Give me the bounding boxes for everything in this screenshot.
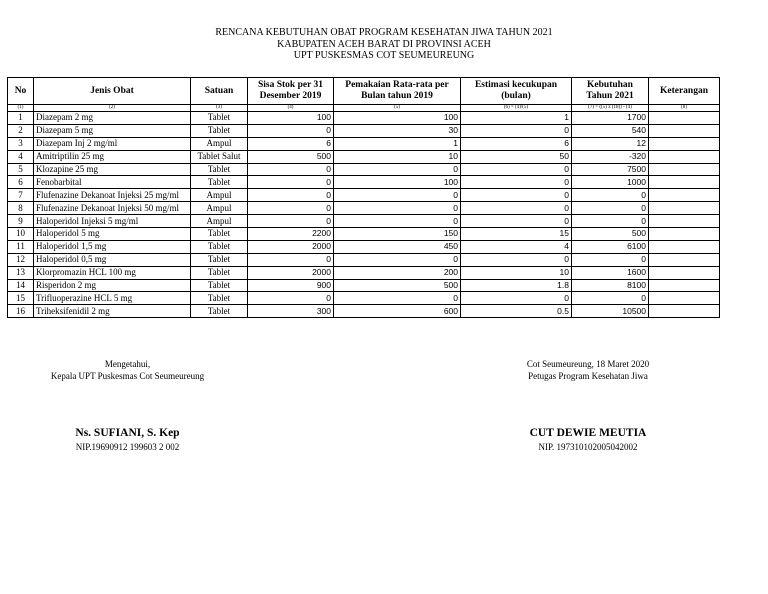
drug-name-cell: Fenobarbital xyxy=(34,176,191,189)
row-no-cell: 12 xyxy=(8,253,34,266)
row-no-cell: 16 xyxy=(8,305,34,318)
table-row xyxy=(8,279,720,292)
row-no-cell: 10 xyxy=(8,228,34,241)
stock-cell: 0 xyxy=(248,124,334,137)
header-drug-name: Jenis Obat xyxy=(34,78,191,105)
table-row xyxy=(8,202,720,215)
header-need: Kebutuhan Tahun 2021 xyxy=(572,78,649,105)
table-body xyxy=(8,112,720,318)
table-row xyxy=(8,253,720,266)
stock-cell: 0 xyxy=(248,253,334,266)
table-row xyxy=(8,266,720,279)
drug-requirements-table xyxy=(7,77,720,318)
note-cell xyxy=(649,137,720,150)
stock-cell: 900 xyxy=(248,279,334,292)
estimate-cell: 0 xyxy=(461,215,572,228)
estimate-cell: 50 xyxy=(461,150,572,163)
drug-name-cell: Haloperidol 5 mg xyxy=(34,228,191,241)
drug-name-cell: Diazepam 5 mg xyxy=(34,124,191,137)
row-no-cell: 14 xyxy=(8,279,34,292)
unit-cell: Ampul xyxy=(191,202,248,215)
usage-cell: 0 xyxy=(334,215,461,228)
header-unit: Satuan xyxy=(191,78,248,105)
need-cell: 1600 xyxy=(572,266,649,279)
estimate-cell: 4 xyxy=(461,240,572,253)
usage-cell: 1 xyxy=(334,137,461,150)
stock-cell: 0 xyxy=(248,202,334,215)
title-line-3: UPT PUSKESMAS COT SEUMEUREUNG xyxy=(293,50,475,61)
title-line-1: RENCANA KEBUTUHAN OBAT PROGRAM KESEHATAN JIWA TAHUN 2021 xyxy=(215,27,553,38)
signature-left-line2: Kepala UPT Puskesmas Cot Seumeureung xyxy=(50,371,205,381)
note-cell xyxy=(649,124,720,137)
unit-cell: Tablet xyxy=(191,240,248,253)
drug-name-cell: Diazepam 2 mg xyxy=(34,112,191,125)
usage-cell: 0 xyxy=(334,163,461,176)
code-cell: (2) xyxy=(34,105,191,112)
note-cell xyxy=(649,266,720,279)
estimate-cell: 15 xyxy=(461,228,572,241)
usage-cell: 450 xyxy=(334,240,461,253)
need-cell: 6100 xyxy=(572,240,649,253)
drug-name-cell: Haloperidol Injeksi 5 mg/ml xyxy=(34,215,191,228)
document-title xyxy=(0,27,768,62)
unit-cell: Tablet xyxy=(191,176,248,189)
header-stock: Sisa Stok per 31 Desember 2019 xyxy=(248,78,334,105)
note-cell xyxy=(649,305,720,318)
drug-name-cell: Haloperidol 0,5 mg xyxy=(34,253,191,266)
note-cell xyxy=(649,176,720,189)
row-no-cell: 2 xyxy=(8,124,34,137)
table-row xyxy=(8,228,720,241)
unit-cell: Tablet xyxy=(191,305,248,318)
drug-name-cell: Trifluoperazine HCL 5 mg xyxy=(34,292,191,305)
drug-name-cell: Flufenazine Dekanoat Injeksi 50 mg/ml xyxy=(34,202,191,215)
need-cell: 0 xyxy=(572,189,649,202)
estimate-cell: 0 xyxy=(461,202,572,215)
need-cell: 8100 xyxy=(572,279,649,292)
code-cell: (1) xyxy=(8,105,34,112)
unit-cell: Tablet xyxy=(191,292,248,305)
signature-right-line1: Cot Seumeureung, 18 Maret 2020 xyxy=(526,359,650,369)
table-row xyxy=(8,305,720,318)
unit-cell: Tablet xyxy=(191,228,248,241)
drug-name-cell: Amitriptilin 25 mg xyxy=(34,150,191,163)
note-cell xyxy=(649,112,720,125)
code-cell: (4) xyxy=(248,105,334,112)
estimate-cell: 6 xyxy=(461,137,572,150)
row-no-cell: 1 xyxy=(8,112,34,125)
table-row xyxy=(8,189,720,202)
usage-cell: 600 xyxy=(334,305,461,318)
usage-cell: 30 xyxy=(334,124,461,137)
note-cell xyxy=(649,163,720,176)
note-cell xyxy=(649,215,720,228)
need-cell: 0 xyxy=(572,292,649,305)
row-no-cell: 9 xyxy=(8,215,34,228)
unit-cell: Tablet xyxy=(191,266,248,279)
usage-cell: 0 xyxy=(334,292,461,305)
table-row xyxy=(8,137,720,150)
unit-cell: Tablet xyxy=(191,112,248,125)
usage-cell: 100 xyxy=(334,176,461,189)
row-no-cell: 4 xyxy=(8,150,34,163)
row-no-cell: 8 xyxy=(8,202,34,215)
need-cell: 7500 xyxy=(572,163,649,176)
signature-right xyxy=(478,358,698,453)
row-no-cell: 6 xyxy=(8,176,34,189)
stock-cell: 2200 xyxy=(248,228,334,241)
title-line-2: KABUPATEN ACEH BARAT DI PROVINSI ACEH xyxy=(277,38,491,50)
table-row xyxy=(8,292,720,305)
need-cell: -320 xyxy=(572,150,649,163)
need-cell: 1700 xyxy=(572,112,649,125)
row-no-cell: 11 xyxy=(8,240,34,253)
row-no-cell: 5 xyxy=(8,163,34,176)
row-no-cell: 7 xyxy=(8,189,34,202)
drug-name-cell: Flufenazine Dekanoat Injeksi 25 mg/ml xyxy=(34,189,191,202)
row-no-cell: 13 xyxy=(8,266,34,279)
table-row xyxy=(8,163,720,176)
table-row xyxy=(8,124,720,137)
table-row xyxy=(8,176,720,189)
usage-cell: 0 xyxy=(334,253,461,266)
unit-cell: Ampul xyxy=(191,137,248,150)
note-cell xyxy=(649,150,720,163)
table-row xyxy=(8,215,720,228)
estimate-cell: 1.8 xyxy=(461,279,572,292)
table-header-row xyxy=(8,78,720,105)
usage-cell: 0 xyxy=(334,202,461,215)
row-no-cell: 15 xyxy=(8,292,34,305)
stock-cell: 0 xyxy=(248,163,334,176)
need-cell: 0 xyxy=(572,202,649,215)
signature-left xyxy=(20,358,235,453)
usage-cell: 0 xyxy=(334,189,461,202)
need-cell: 0 xyxy=(572,253,649,266)
table-row xyxy=(8,150,720,163)
note-cell xyxy=(649,292,720,305)
estimate-cell: 1 xyxy=(461,112,572,125)
unit-cell: Tablet xyxy=(191,163,248,176)
need-cell: 1000 xyxy=(572,176,649,189)
need-cell: 0 xyxy=(572,215,649,228)
drug-name-cell: Klorpromazin HCL 100 mg xyxy=(34,266,191,279)
estimate-cell: 0.5 xyxy=(461,305,572,318)
estimate-cell: 0 xyxy=(461,163,572,176)
note-cell xyxy=(649,202,720,215)
stock-cell: 0 xyxy=(248,189,334,202)
drug-name-cell: Risperidon 2 mg xyxy=(34,279,191,292)
code-cell: (7) = ((5) x (18)) - (4) xyxy=(572,105,649,112)
note-cell xyxy=(649,240,720,253)
need-cell: 12 xyxy=(572,137,649,150)
usage-cell: 500 xyxy=(334,279,461,292)
table-row xyxy=(8,240,720,253)
header-estimate: Estimasi kecukupan (bulan) xyxy=(461,78,572,105)
estimate-cell: 0 xyxy=(461,292,572,305)
code-cell: (6) = (4)/(5) xyxy=(461,105,572,112)
signature-left-name: Ns. SUFIANI, S. Kep xyxy=(75,427,180,439)
table-row xyxy=(8,112,720,125)
column-code-row xyxy=(8,105,720,112)
need-cell: 500 xyxy=(572,228,649,241)
note-cell xyxy=(649,253,720,266)
signature-left-nip: NIP.19690912 199603 2 002 xyxy=(75,442,180,452)
code-cell: (8) xyxy=(649,105,720,112)
drug-name-cell: Diazepam Inj 2 mg/ml xyxy=(34,137,191,150)
unit-cell: Ampul xyxy=(191,215,248,228)
note-cell xyxy=(649,228,720,241)
estimate-cell: 0 xyxy=(461,124,572,137)
stock-cell: 0 xyxy=(248,215,334,228)
header-usage: Pemakaian Rata-rata per Bulan tahun 2019 xyxy=(334,78,461,105)
stock-cell: 6 xyxy=(248,137,334,150)
note-cell xyxy=(649,189,720,202)
estimate-cell: 10 xyxy=(461,266,572,279)
stock-cell: 0 xyxy=(248,292,334,305)
header-note: Keterangan xyxy=(649,78,720,105)
usage-cell: 100 xyxy=(334,112,461,125)
stock-cell: 2000 xyxy=(248,240,334,253)
stock-cell: 100 xyxy=(248,112,334,125)
stock-cell: 2000 xyxy=(248,266,334,279)
signature-left-line1: Mengetahui, xyxy=(104,359,151,369)
signature-right-nip: NIP. 197310102005042002 xyxy=(538,442,638,452)
stock-cell: 500 xyxy=(248,150,334,163)
stock-cell: 300 xyxy=(248,305,334,318)
need-cell: 10500 xyxy=(572,305,649,318)
signature-right-name: CUT DEWIE MEUTIA xyxy=(529,427,647,439)
unit-cell: Tablet Salut xyxy=(191,150,248,163)
drug-name-cell: Triheksifenidil 2 mg xyxy=(34,305,191,318)
need-cell: 540 xyxy=(572,124,649,137)
usage-cell: 150 xyxy=(334,228,461,241)
code-cell: (5) xyxy=(334,105,461,112)
estimate-cell: 0 xyxy=(461,176,572,189)
code-cell: (3) xyxy=(191,105,248,112)
stock-cell: 0 xyxy=(248,176,334,189)
unit-cell: Ampul xyxy=(191,189,248,202)
usage-cell: 10 xyxy=(334,150,461,163)
unit-cell: Tablet xyxy=(191,279,248,292)
unit-cell: Tablet xyxy=(191,124,248,137)
usage-cell: 200 xyxy=(334,266,461,279)
unit-cell: Tablet xyxy=(191,253,248,266)
signature-right-line2: Petugas Program Kesehatan Jiwa xyxy=(528,371,648,381)
row-no-cell: 3 xyxy=(8,137,34,150)
estimate-cell: 0 xyxy=(461,253,572,266)
header-no: No xyxy=(8,78,34,105)
estimate-cell: 0 xyxy=(461,189,572,202)
drug-name-cell: Klozapine 25 mg xyxy=(34,163,191,176)
drug-name-cell: Haloperidol 1,5 mg xyxy=(34,240,191,253)
note-cell xyxy=(649,279,720,292)
